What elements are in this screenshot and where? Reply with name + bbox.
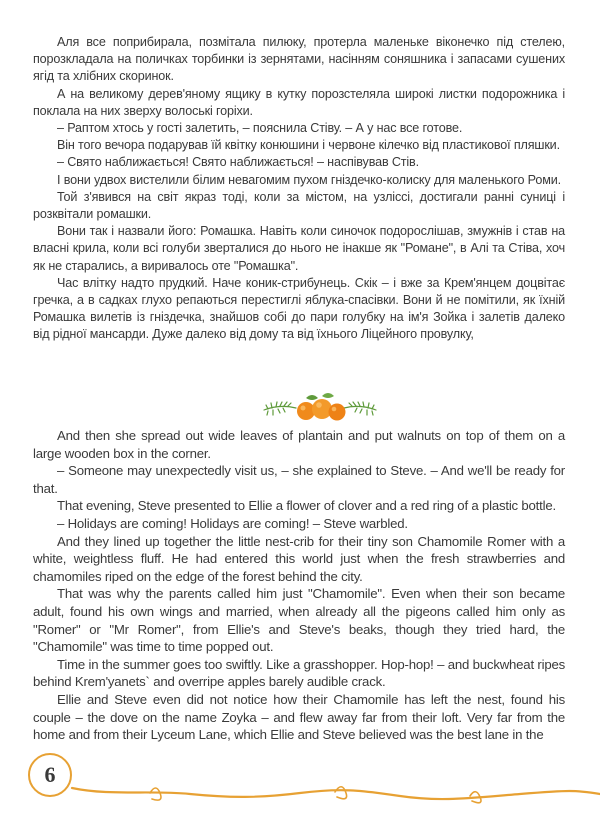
page-number-badge	[28, 753, 72, 797]
ukrainian-paragraph: Аля все поприбирала, позмітала пилюку, протерла маленьке віконечко під стелею, порозкладала на поличках торбинки із зернятами, насінням соняшника і запасами сушених ягід та хлібних скоринок.	[33, 35, 565, 84]
page-number: 6	[44, 762, 56, 787]
ukrainian-paragraph: Він того вечора подарував їй квітку конюшини і червоне кілечко від пластикової пляшки.	[57, 138, 560, 153]
decorative-squiggle-border	[0, 760, 600, 820]
english-paragraph: – Someone may unexpectedly visit us, – she explained to Steve. – And we'll be ready for that.	[33, 463, 565, 496]
ukrainian-paragraph: А на великому дерев'яному ящику в кутку порозстеляла широкі листки подорожника і поклала на них зверху волоські горіхи.	[33, 86, 565, 118]
ukrainian-paragraph: – Свято наближається! Свято наближається! – наспівував Стів.	[57, 155, 419, 170]
ukrainian-text-block	[33, 34, 565, 344]
english-paragraph: That evening, Steve presented to Ellie a flower of clover and a red ring of a plastic bottle.	[57, 498, 556, 514]
english-paragraph: Ellie and Steve even did not notice how their Chamomile has left the nest, found his couple – the dove on the name Zoyka – and flew away far from their loft. Very far from the home and from their Lyceum Lane, which Ellie and Steve believed was the best lane in the	[33, 691, 565, 743]
orange-fruits-with-leaves-icon	[262, 390, 378, 424]
english-paragraph: Time in the summer goes too swiftly. Like a grasshopper. Hop-hop! – and buckwheat ripes behind Krem'yanets` and overripe apples barely audible crack.	[33, 656, 565, 690]
english-paragraph: And then she spread out wide leaves of plantain and put walnuts on top of them on a large wooden box in the corner.	[33, 428, 565, 461]
english-paragraph: That was why the parents called him just "Chamomile". Even when their son became adult, found his own wings and married, when already all the pigeons called him only as "Romer" or "Mr Romer", from Ellie's and Steve's beaks, though they tried hard, the "Chamomile" was time to time popped out.	[33, 586, 565, 655]
ukrainian-paragraph: Час влітку надто прудкий. Наче коник-стрибунець. Скік – і вже за Крем'янцем доцвітає гречка, а в садках глухо репаються перестиглі яблука-спасівки. Вони й не помітили, як їхній Ромашка вилетів із гніздечка, знайшов собі до пари голубку на ім'я Зойка і залетів далеко від рідної мансарди. Дуже далеко від дому та від їхнього Ліцейного провулку,	[33, 275, 565, 342]
english-paragraph: And they lined up together the little nest-crib for their tiny son Chamomile Romer with a white, weightless fluff. He had entered this world just when the fresh strawberries and chamomiles riped on the edge of the forest behind the city.	[33, 533, 565, 584]
english-paragraph: – Holidays are coming! Holidays are coming! – Steve warbled.	[57, 515, 408, 531]
ukrainian-paragraph: І вони удвох вистелили білим невагомим пухом гніздечко-колиску для маленького Роми.	[57, 172, 561, 187]
ukrainian-paragraph: – Раптом хтось у гості залетить, – пояснила Стіву. – А у нас все готове.	[57, 121, 463, 136]
ukrainian-paragraph: Той з'явився на світ якраз тоді, коли за містом, на узліссі, достигали ранні суниці і розквітали ромашки.	[33, 189, 565, 222]
english-text-block	[33, 427, 565, 744]
ukrainian-paragraph: Вони так і назвали його: Ромашка. Навіть коли синочок подорослішав, змужнів і став на власні крила, коли всі голуби зверталися до нього не інакше як "Романе", в Алі та Стіва, хоч як не старались, а виривалось оте "Ромашка".	[33, 224, 565, 273]
